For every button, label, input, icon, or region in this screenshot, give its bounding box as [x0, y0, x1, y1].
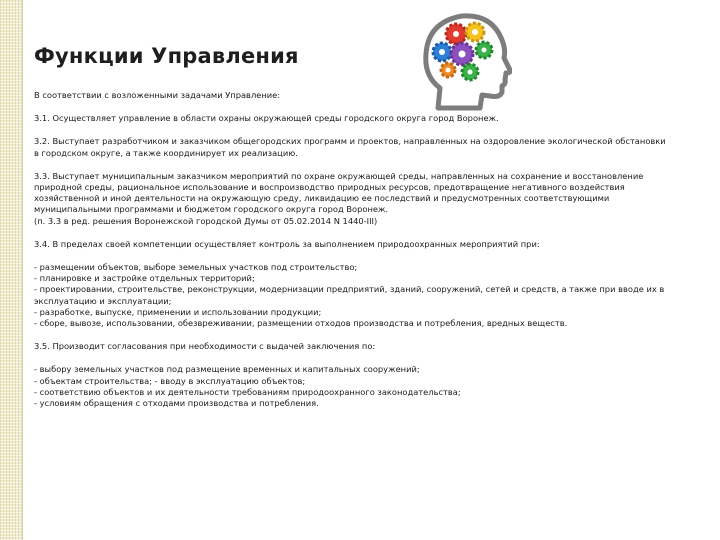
list-item: - условиям обращения с отходами производства и потребления.: [34, 398, 319, 409]
list-item: - проектировании, строительстве, реконструкции, модернизации предприятий, зданий, сооружений, сетей и средств, а также при вводе их в эксплуатацию и эксплуатации;: [34, 284, 665, 306]
list-item: - выбору земельных участков под размещение временных и капитальных сооружений;: [34, 364, 420, 375]
page-title: Функции Управления: [34, 44, 299, 68]
paragraph-3-3: 3.3. Выступает муниципальным заказчиком мероприятий по охране окружающей среды, направленных на сохранение и восстановление природной среды, рациональное использование и воспроизводство природных ресурсов, предотвращение негативного воздействия хозяйственной и иной деятельности на окружающую среду, ликвидацию ее последствий и предусмотренных соответствующими муниципальными программами и бюджетом городского округа город Воронеж.: [34, 170, 644, 215]
list-item: - сборе, вывозе, использовании, обезвреживании, размещении отходов производства и потребления, вредных веществ.: [34, 318, 568, 329]
paragraph-3-4: 3.4. В пределах своей компетенции осуществляет контроль за выполнением природоохранных мероприятий при:: [34, 238, 540, 249]
paragraph-3-1: 3.1. Осуществляет управление в области охраны окружающей среды городского округа город Воронеж.: [34, 113, 499, 124]
list-item: - соответствию объектов и их деятельности требованиям природоохранного законодательства;: [34, 386, 461, 397]
paragraph-3-3-note: (п. 3.3 в ред. решения Воронежской городской Думы от 05.02.2014 N 1440-III): [34, 215, 378, 226]
list-3-4: [34, 262, 670, 329]
list-item: - объектам строительства; - вводу в эксплуатацию объектов;: [34, 375, 306, 386]
decorative-left-band: [0, 0, 22, 540]
content-body: [34, 90, 670, 421]
intro-paragraph: В соответствии с возложенными задачами Управление:: [34, 90, 281, 100]
decorative-left-divider: [22, 0, 23, 540]
list-3-5: [34, 364, 670, 409]
list-item: - размещении объектов, выборе земельных участков под строительство;: [34, 262, 358, 273]
section-3-3: [34, 171, 670, 227]
list-item: - планировке и застройке отдельных территорий;: [34, 273, 255, 284]
paragraph-3-2: 3.2. Выступает разработчиком и заказчиком общегородских программ и проектов, направленных на оздоровление экологической обстановки в городском округе, а также координирует их реализацию.: [34, 136, 666, 158]
paragraph-3-5: 3.5. Производит согласования при необходимости с выдачей заключения по:: [34, 341, 376, 352]
list-item: - разработке, выпуске, применении и использовании продукции;: [34, 306, 322, 317]
